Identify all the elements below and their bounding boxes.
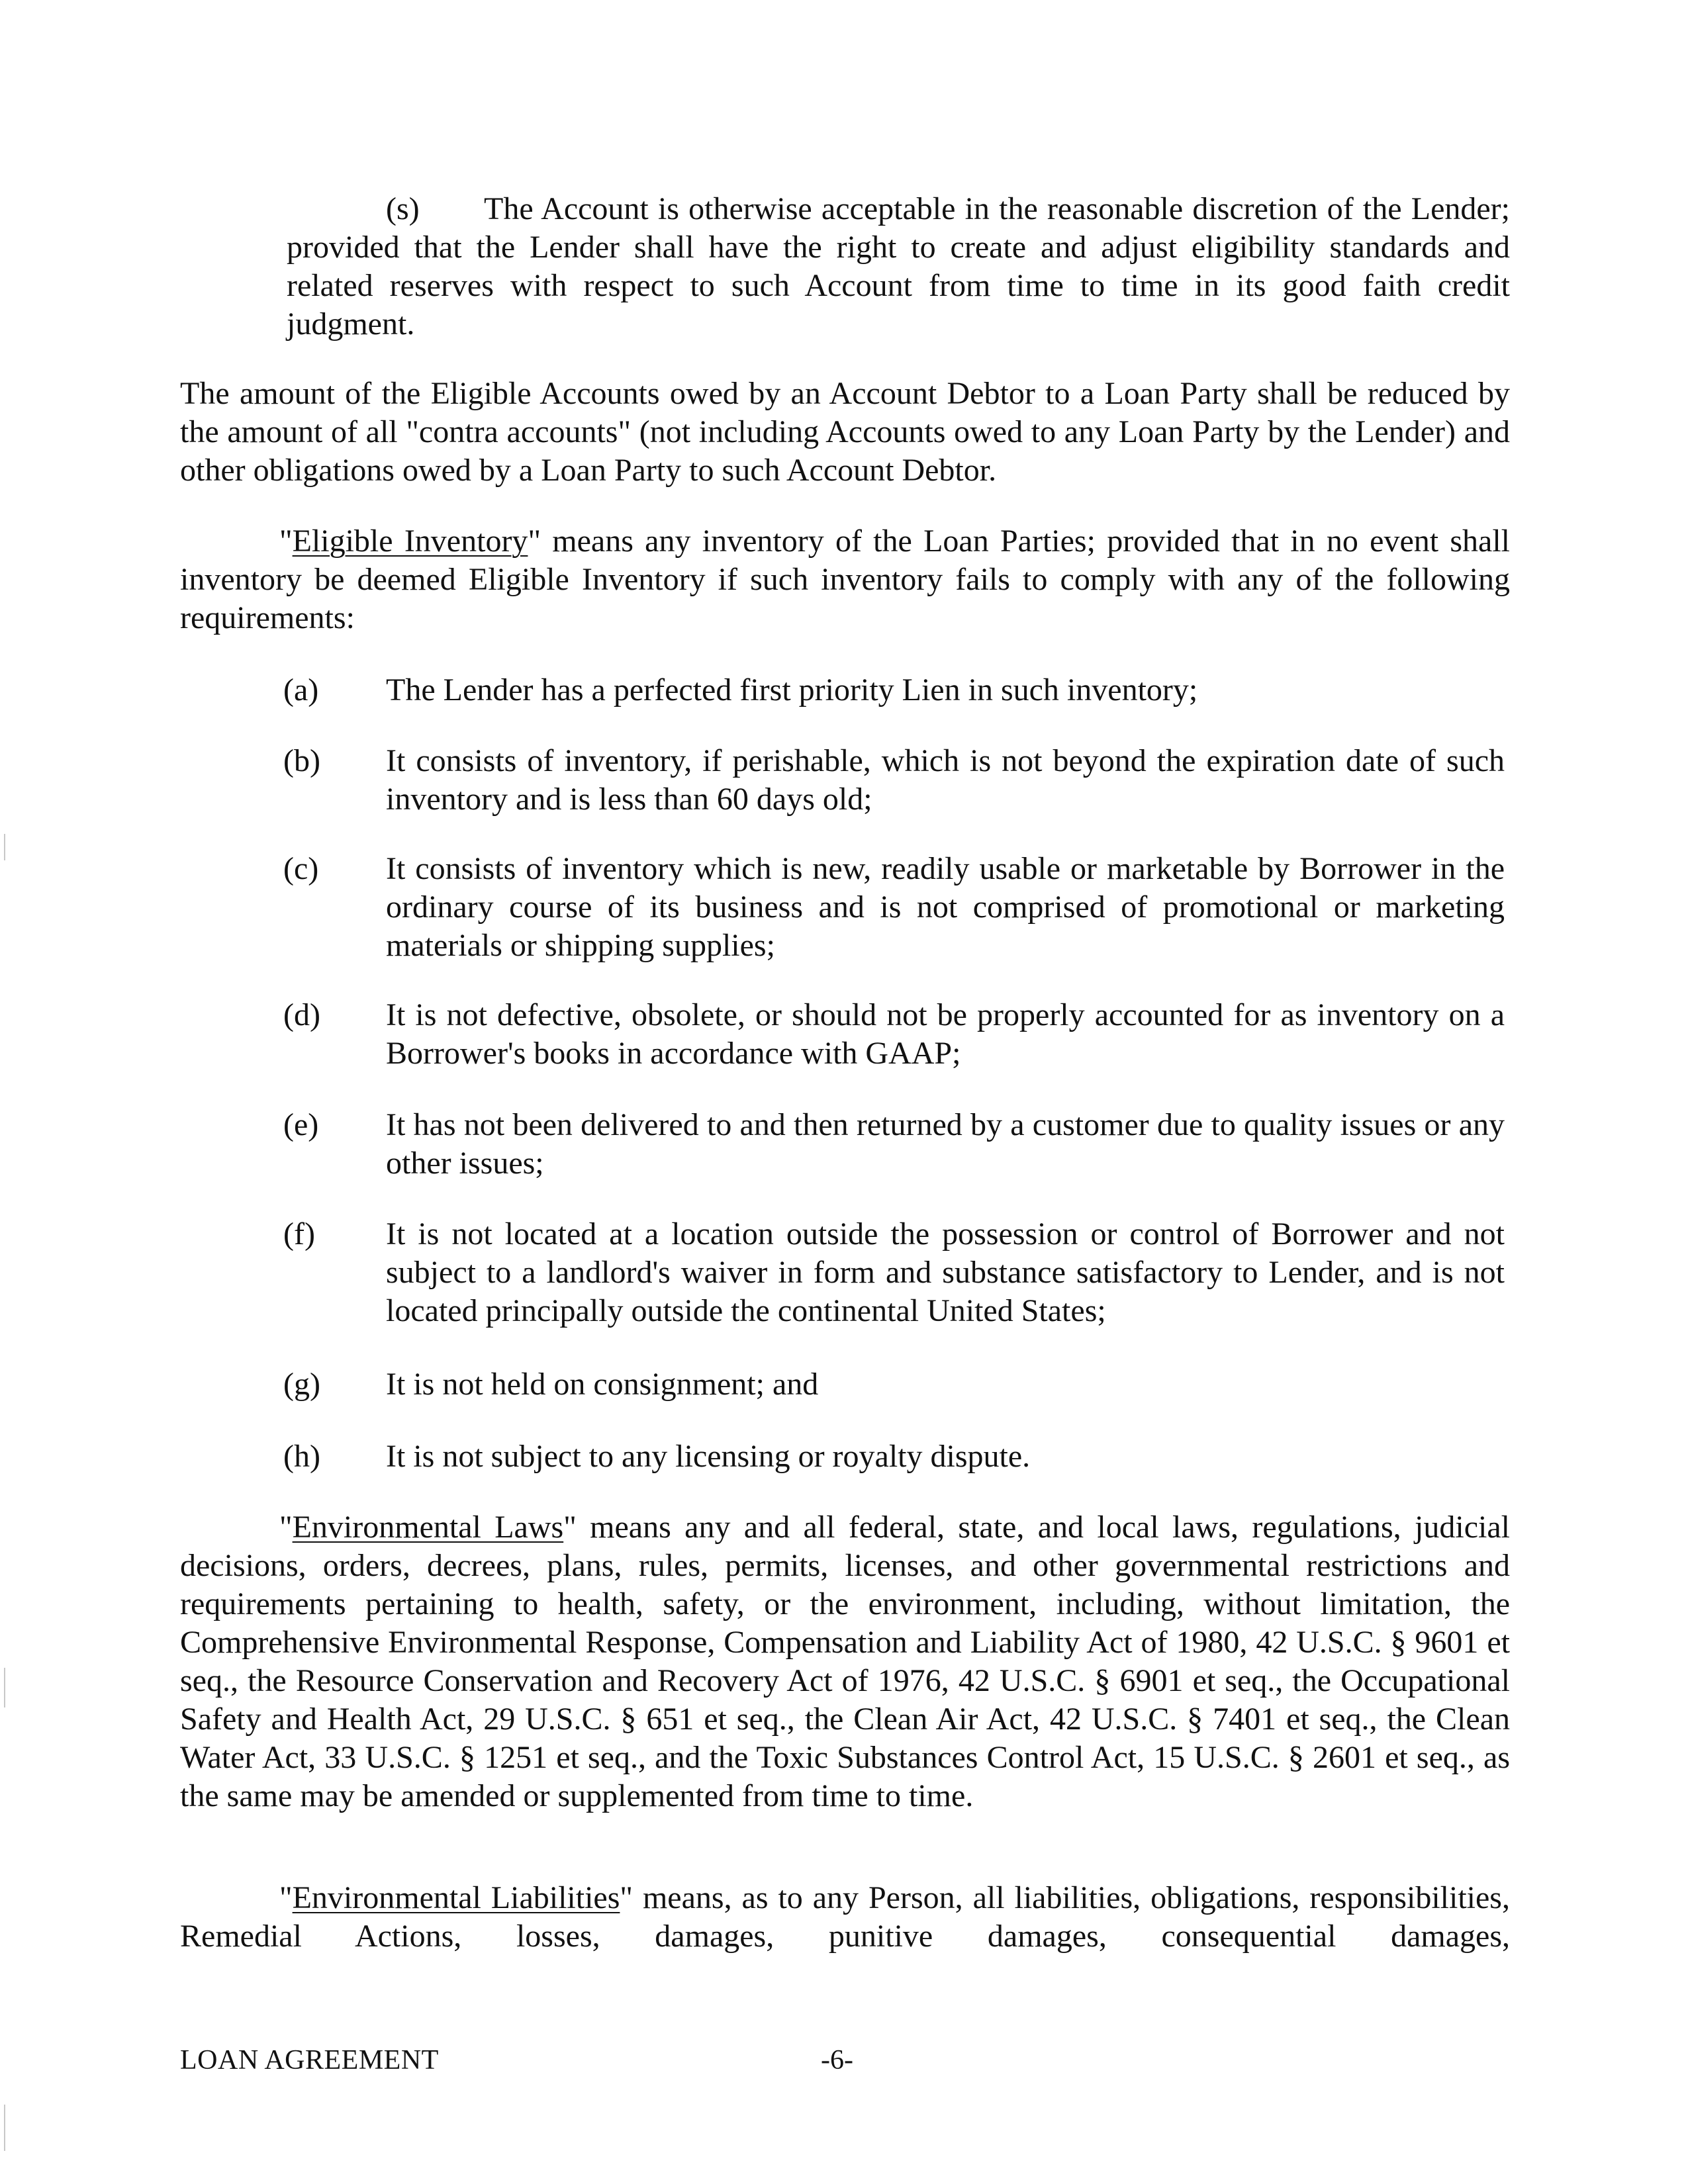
contra-accounts-paragraph xyxy=(180,375,1510,490)
clause-s-marker: (s) xyxy=(386,191,420,226)
inventory-item-text: It consists of inventory which is new, readily usable or marketable by Borrower in the ordinary course of its business and is not comprised of promotional or marketing materials or shipping supplies; xyxy=(386,851,1505,963)
environmental-laws-open-quote: " xyxy=(279,1510,293,1545)
environmental-liabilities-text: " means, as to any Person, all liabilities, obligations, responsibilities, Remedial Actions, losses, damages, punitive damages, consequential damages, xyxy=(180,1880,1510,1954)
inventory-item-text: It is not held on consignment; and xyxy=(386,1367,819,1402)
inventory-item-d xyxy=(283,996,1508,1075)
clause-s-text xyxy=(287,190,1510,343)
inventory-item-marker: (d) xyxy=(283,997,320,1032)
eligible-inventory-text: " means any inventory of the Loan Parties; provided that in no event shall inventory be deemed Eligible Inventory if such inventory fails to comply with any of the following requirements: xyxy=(180,523,1511,635)
scan-edge-mark xyxy=(4,834,5,860)
clause-s-body: The Account is otherwise acceptable in the reasonable discretion of the Lender; provided that the Lender shall have the right to create and adjust eligibility standards and related reserves with respect to such Account from time to time in its good faith credit judgment. xyxy=(287,191,1510,341)
inventory-item-marker: (g) xyxy=(283,1367,320,1402)
inventory-item-h xyxy=(283,1437,1508,1477)
scan-edge-mark xyxy=(4,2105,5,2151)
inventory-item-text: It has not been delivered to and then returned by a customer due to quality issues or any other issues; xyxy=(386,1107,1505,1181)
contra-accounts-text: The amount of the Eligible Accounts owed by an Account Debtor to a Loan Party shall be reduced by the amount of all "contra accounts" (not including Accounts owed to any Loan Party by the Lender) and other obligations owed by a Loan Party to such Account Debtor. xyxy=(180,376,1510,488)
environmental-laws-definition xyxy=(180,1508,1510,1815)
eligible-inventory-open-quote: " xyxy=(279,523,293,559)
inventory-item-f xyxy=(283,1215,1508,1334)
inventory-item-b xyxy=(283,742,1508,821)
inventory-item-text: It consists of inventory, if perishable, which is not beyond the expiration date of such inventory and is less than 60 days old; xyxy=(386,743,1505,817)
inventory-item-g xyxy=(283,1365,1508,1405)
inventory-item-marker: (e) xyxy=(283,1107,319,1142)
environmental-liabilities-definition xyxy=(180,1879,1510,1956)
inventory-item-text: It is not subject to any licensing or royalty dispute. xyxy=(386,1439,1031,1474)
inventory-item-marker: (c) xyxy=(283,851,319,886)
inventory-item-a xyxy=(283,671,1508,711)
scan-edge-mark xyxy=(4,1668,5,1707)
inventory-item-marker: (f) xyxy=(283,1216,315,1251)
footer-page-number: -6- xyxy=(821,2045,853,2075)
inventory-item-text: The Lender has a perfected first priority Lien in such inventory; xyxy=(386,672,1198,707)
footer-document-title: LOAN AGREEMENT xyxy=(180,2045,439,2075)
environmental-laws-text: " means any and all federal, state, and local laws, regulations, judicial decisions, orders, decrees, plans, rules, permits, licenses, and other governmental restrictions and requirements pertaining to health, safety, or the environment, including, without limitation, the Comprehensive Environmental Response, Compensation and Liability Act of 1980, 42 U.S.C. § 9601 et seq., the Resource Conservation and Recovery Act of 1976, 42 U.S.C. § 6901 et seq., the Occupational Safety and Health Act, 29 U.S.C. § 651 et seq., the Clean Air Act, 42 U.S.C. § 7401 et seq., the Clean Water Act, 33 U.S.C. § 1251 et seq., and the Toxic Substances Control Act, 15 U.S.C. § 2601 et seq., as the same may be amended or supplemented from time to time. xyxy=(180,1510,1510,1813)
inventory-item-e xyxy=(283,1106,1508,1185)
inventory-item-c xyxy=(283,850,1508,969)
eligible-inventory-term: Eligible Inventory xyxy=(292,523,528,559)
inventory-item-marker: (h) xyxy=(283,1439,320,1474)
environmental-liabilities-term: Environmental Liabilities xyxy=(292,1880,620,1915)
eligible-inventory-definition xyxy=(180,522,1510,637)
environmental-liabilities-open-quote: " xyxy=(279,1880,293,1915)
environmental-laws-term: Environmental Laws xyxy=(292,1510,564,1545)
inventory-item-text: It is not located at a location outside the possession or control of Borrower and not subject to a landlord's waiver in form and substance satisfactory to Lender, and is not located principally outside the continental United States; xyxy=(386,1216,1505,1328)
inventory-item-marker: (a) xyxy=(283,672,319,707)
inventory-item-text: It is not defective, obsolete, or should not be properly accounted for as inventory on a Borrower's books in accordance with GAAP; xyxy=(386,997,1505,1071)
inventory-item-marker: (b) xyxy=(283,743,320,778)
